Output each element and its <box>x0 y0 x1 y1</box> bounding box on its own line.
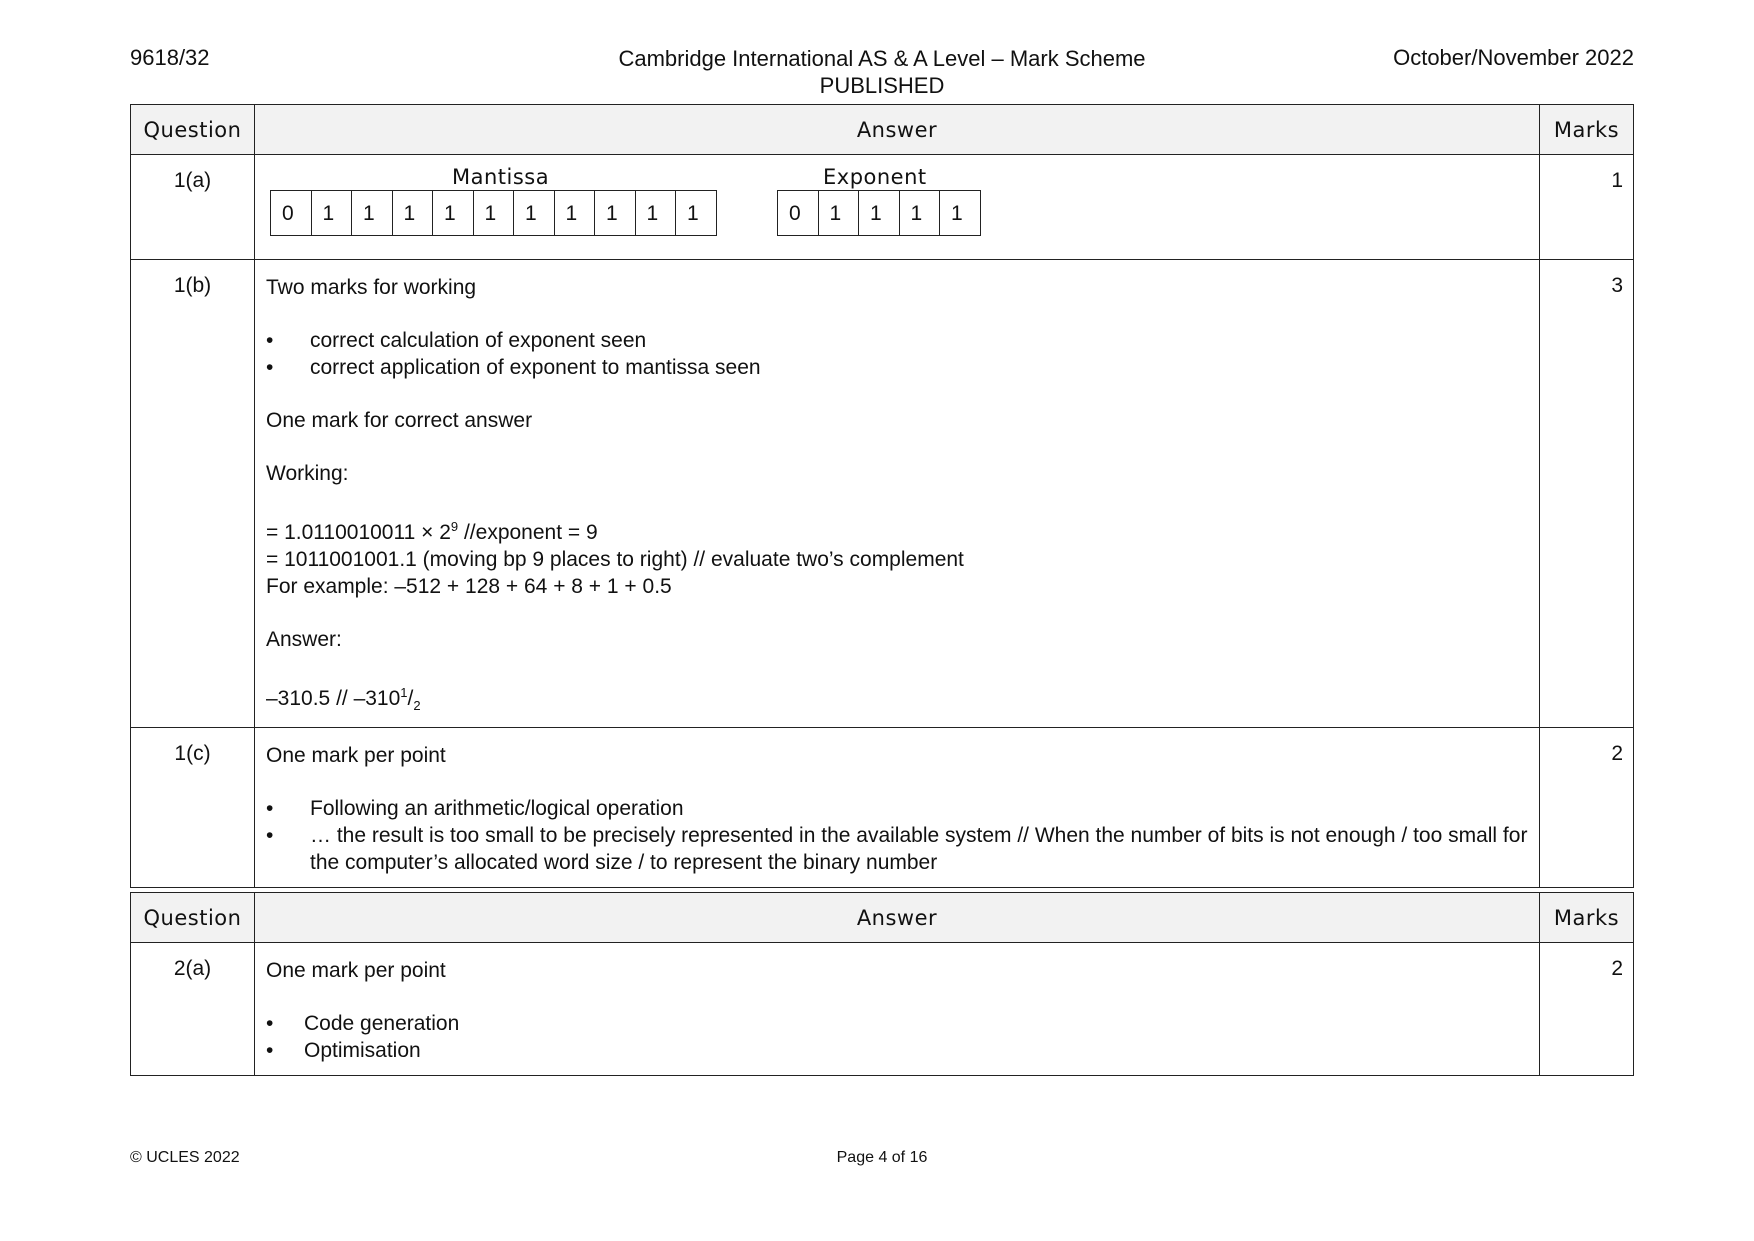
answer-cell <box>255 155 1540 260</box>
bit-cell: 1 <box>636 190 677 236</box>
exam-session: October/November 2022 <box>1393 45 1634 70</box>
final-answer <box>266 679 1529 719</box>
list-item: • Code generation <box>266 1010 1529 1037</box>
answer-intro: One mark per point <box>266 744 446 768</box>
list-item: • Following an arithmetic/logical operation <box>266 795 1529 822</box>
working-text: //exponent = 9 <box>458 521 598 544</box>
copyright: © UCLES 2022 <box>130 1149 240 1166</box>
bit-cell: 1 <box>900 190 941 236</box>
answer-cell <box>255 728 1540 888</box>
bit-cell: 1 <box>555 190 596 236</box>
marks-value: 1 <box>1540 155 1634 260</box>
mantissa-label: Mantissa <box>452 165 550 189</box>
answer-intro: One mark per point <box>266 959 446 982</box>
mark-scheme-table-2 <box>130 892 1634 1076</box>
question-number: 1(a) <box>131 155 255 260</box>
table-row-2a <box>131 943 1634 1076</box>
bullet-list <box>266 327 1529 381</box>
mantissa-bits <box>270 190 717 236</box>
marks-header: Marks <box>1540 893 1634 943</box>
bit-cell: 1 <box>676 190 717 236</box>
fraction-slash: / <box>407 687 414 710</box>
bit-cell: 1 <box>859 190 900 236</box>
bit-cell: 1 <box>940 190 981 236</box>
mark-scheme-table-1 <box>130 104 1634 888</box>
bit-cell: 1 <box>312 190 353 236</box>
working-text: = 1.0110010011 × 2 <box>266 521 451 544</box>
working-line: = 1011001001.1 (moving bp 9 places to right) // evaluate two’s complement <box>266 548 964 571</box>
question-header: Question <box>131 105 255 155</box>
bit-cell: 1 <box>595 190 636 236</box>
bullet-list <box>266 1010 1529 1064</box>
marks-value: 2 <box>1540 728 1634 888</box>
list-item: • … the result is too small to be precisely represented in the available system // When the number of bits is not enough / too small for the computer’s allocated word size / to represent the binary number <box>266 822 1529 876</box>
exponent-superscript: 9 <box>450 519 459 534</box>
bit-cell: 1 <box>433 190 474 236</box>
exponent-label: Exponent <box>823 165 927 189</box>
answer-label: Answer: <box>266 628 342 651</box>
answer-header: Answer <box>255 105 1540 155</box>
bit-cell: 1 <box>393 190 434 236</box>
question-number: 1(b) <box>131 260 255 728</box>
bit-cell: 0 <box>271 190 312 236</box>
bit-cell: 1 <box>352 190 393 236</box>
answer-text: One mark for correct answer <box>266 409 533 432</box>
question-number: 2(a) <box>131 943 255 1076</box>
table-header-row <box>131 893 1634 943</box>
fraction-numerator: 1 <box>400 685 408 700</box>
question-number: 1(c) <box>131 728 255 888</box>
bit-cell: 1 <box>514 190 555 236</box>
floating-point-registers <box>266 167 1529 251</box>
exponent-bits <box>777 190 981 236</box>
list-item: • correct application of exponent to mantissa seen <box>266 354 1529 381</box>
paper-code: 9618/32 <box>130 45 210 70</box>
table-header-row <box>131 105 1634 155</box>
answer-cell <box>255 943 1540 1076</box>
fraction-denominator: 2 <box>413 698 421 714</box>
question-header: Question <box>131 893 255 943</box>
bullet-list <box>266 795 1529 876</box>
title-line-2: PUBLISHED <box>819 73 945 98</box>
list-item: • correct calculation of exponent seen <box>266 327 1529 354</box>
table-row-1c <box>131 728 1634 888</box>
list-item: • Optimisation <box>266 1037 1529 1064</box>
answer-header: Answer <box>255 893 1540 943</box>
title-line-1: Cambridge International AS & A Level – Mark Scheme <box>618 46 1146 71</box>
marks-value: 2 <box>1540 943 1634 1076</box>
bit-cell: 0 <box>778 190 819 236</box>
marks-value: 3 <box>1540 260 1634 728</box>
working-line: For example: –512 + 128 + 64 + 8 + 1 + 0.5 <box>266 575 672 598</box>
marks-header: Marks <box>1540 105 1634 155</box>
bit-cell: 1 <box>819 190 860 236</box>
table-row-1a <box>131 155 1634 260</box>
working-label: Working: <box>266 462 349 485</box>
bit-cell: 1 <box>474 190 515 236</box>
working-line <box>266 513 1529 546</box>
answer-cell <box>255 260 1540 728</box>
answer-intro: Two marks for working <box>266 276 477 299</box>
table-row-1b <box>131 260 1634 728</box>
answer-value: –310.5 // –310 <box>266 687 401 710</box>
page-number: Page 4 of 16 <box>836 1149 928 1166</box>
